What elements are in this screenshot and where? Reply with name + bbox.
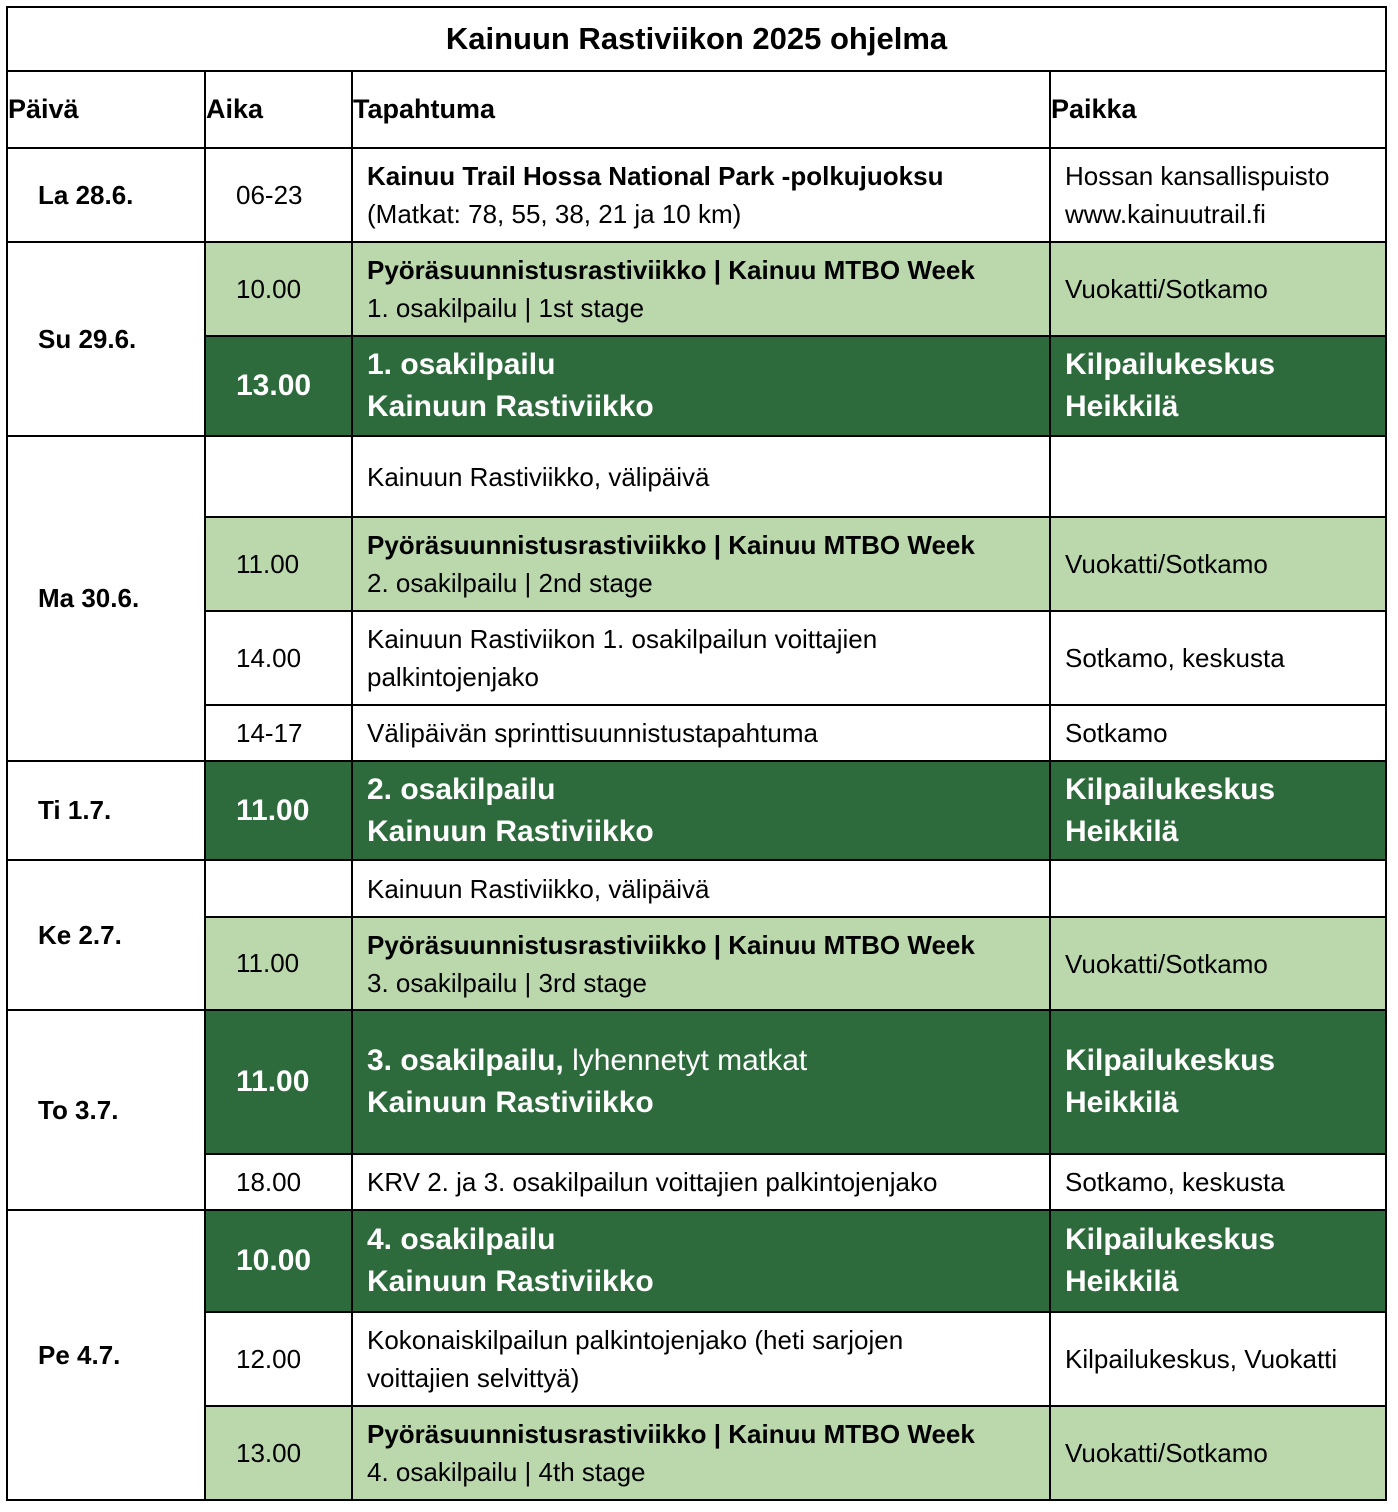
event-cell [352,761,1050,860]
event-detail: 1. osakilpailu | 1st stage [367,293,645,323]
event-detail: 4. osakilpailu | 4th stage [367,1457,646,1487]
table-row [7,517,1386,611]
event-detail: Kainuun Rastiviikko [367,390,654,423]
table-row [7,1406,1386,1500]
event-cell [352,1210,1050,1312]
place-cell [1050,1210,1386,1312]
time-cell: 11.00 [205,761,352,860]
place-cell [1050,1010,1386,1154]
table-row [7,1010,1386,1154]
place-name: Kilpailukeskus [1065,772,1276,806]
event-title: Kainuu Trail Hossa National Park -polkujuoksu [367,161,944,191]
event-cell [352,1010,1050,1154]
place-cell: Sotkamo [1050,705,1386,761]
time-cell: 10.00 [205,1210,352,1312]
event-title: 4. osakilpailu [367,1223,556,1256]
place-name: Kilpailukeskus [1065,1044,1276,1077]
event-title: Pyöräsuunnistusrastiviikko | Kainuu MTBO Week [367,1419,975,1449]
event-detail: 3. osakilpailu | 3rd stage [367,967,647,998]
time-cell: 14.00 [205,611,352,705]
table-row [7,705,1386,761]
place-name: Hossan kansallispuisto [1065,161,1330,191]
place-cell: Sotkamo, keskusta [1050,611,1386,705]
place-cell [1050,336,1386,436]
place-cell [1050,148,1386,242]
event-title: Pyöräsuunnistusrastiviikko | Kainuu MTBO Week [367,255,975,285]
event-cell [352,1406,1050,1500]
event-title: 1. osakilpailu [367,348,556,381]
place-cell [1050,761,1386,860]
day-cell: Su 29.6. [7,242,205,436]
time-cell [205,860,352,917]
event-title: Kokonaiskilpailun palkintojenjako (heti sarjojen [367,1325,904,1355]
event-detail: (Matkat: 78, 55, 38, 21 ja 10 km) [367,199,742,229]
place-cell: Sotkamo, keskusta [1050,1154,1386,1210]
event-title-bold: 3. osakilpailu, [367,1044,564,1077]
time-cell: 12.00 [205,1312,352,1406]
event-cell [352,336,1050,436]
event-detail: Kainuun Rastiviikko [367,1265,654,1298]
event-cell: Kainuun Rastiviikko, välipäivä [352,860,1050,917]
time-cell: 06-23 [205,148,352,242]
time-cell [205,436,352,517]
event-detail: Kainuun Rastiviikko [367,814,654,848]
header-row [7,71,1386,148]
place-name: Heikkilä [1065,1265,1179,1298]
day-cell: La 28.6. [7,148,205,242]
place-cell: Vuokatti/Sotkamo [1050,517,1386,611]
place-cell [1050,860,1386,917]
day-cell: Ti 1.7. [7,761,205,860]
time-cell: 13.00 [205,336,352,436]
time-cell: 14-17 [205,705,352,761]
event-detail: voittajien selvittyä) [367,1363,580,1393]
table-row [7,1312,1386,1406]
table-row [7,611,1386,705]
event-cell: Kainuun Rastiviikko, välipäivä [352,436,1050,517]
day-cell: Pe 4.7. [7,1210,205,1500]
table-row [7,1210,1386,1312]
event-title: 2. osakilpailu [367,772,556,806]
event-title: Pyöräsuunnistusrastiviikko | Kainuu MTBO Week [367,530,975,560]
day-cell: Ma 30.6. [7,436,205,761]
place-cell: Vuokatti/Sotkamo [1050,917,1386,1010]
table-row [7,242,1386,336]
header-day: Päivä [7,71,205,148]
event-cell: KRV 2. ja 3. osakilpailun voittajien palkintojenjako [352,1154,1050,1210]
time-cell: 13.00 [205,1406,352,1500]
day-cell: To 3.7. [7,1010,205,1210]
event-title [367,1040,1049,1082]
place-name: Heikkilä [1065,1086,1179,1119]
place-name: Heikkilä [1065,814,1179,848]
header-event: Tapahtuma [352,71,1050,148]
time-cell: 10.00 [205,242,352,336]
table-title: Kainuun Rastiviikon 2025 ohjelma [7,7,1386,71]
table-row [7,761,1386,860]
event-detail: Kainuun Rastiviikko [367,1086,654,1119]
place-link[interactable]: www.kainuutrail.fi [1065,199,1266,229]
header-time: Aika [205,71,352,148]
table-row [7,148,1386,242]
table-row [7,917,1386,1010]
time-cell: 11.00 [205,917,352,1010]
event-detail: 2. osakilpailu | 2nd stage [367,568,653,598]
event-cell [352,242,1050,336]
event-cell [352,517,1050,611]
event-cell [352,917,1050,1010]
event-cell [352,611,1050,705]
table-row [7,1154,1386,1210]
time-cell: 11.00 [205,1010,352,1154]
time-cell: 18.00 [205,1154,352,1210]
schedule-table [6,6,1387,1501]
table-row [7,436,1386,517]
event-title: Pyöräsuunnistusrastiviikko | Kainuu MTBO Week [367,929,975,960]
day-cell: Ke 2.7. [7,860,205,1010]
place-cell: Vuokatti/Sotkamo [1050,1406,1386,1500]
event-cell [352,148,1050,242]
time-cell: 11.00 [205,517,352,611]
event-cell [352,1312,1050,1406]
place-cell: Kilpailukeskus, Vuokatti [1050,1312,1386,1406]
place-name: Heikkilä [1065,390,1179,423]
header-place: Paikka [1050,71,1386,148]
event-title-suffix: lyhennetyt matkat [563,1044,808,1077]
place-name: Kilpailukeskus [1065,348,1276,381]
table-row [7,336,1386,436]
table-row [7,860,1386,917]
place-cell [1050,436,1386,517]
event-cell: Välipäivän sprinttisuunnistustapahtuma [352,705,1050,761]
place-cell: Vuokatti/Sotkamo [1050,242,1386,336]
event-detail: palkintojenjako [367,662,540,692]
place-name: Kilpailukeskus [1065,1223,1276,1256]
event-title: Kainuun Rastiviikon 1. osakilpailun voittajien [367,624,878,654]
